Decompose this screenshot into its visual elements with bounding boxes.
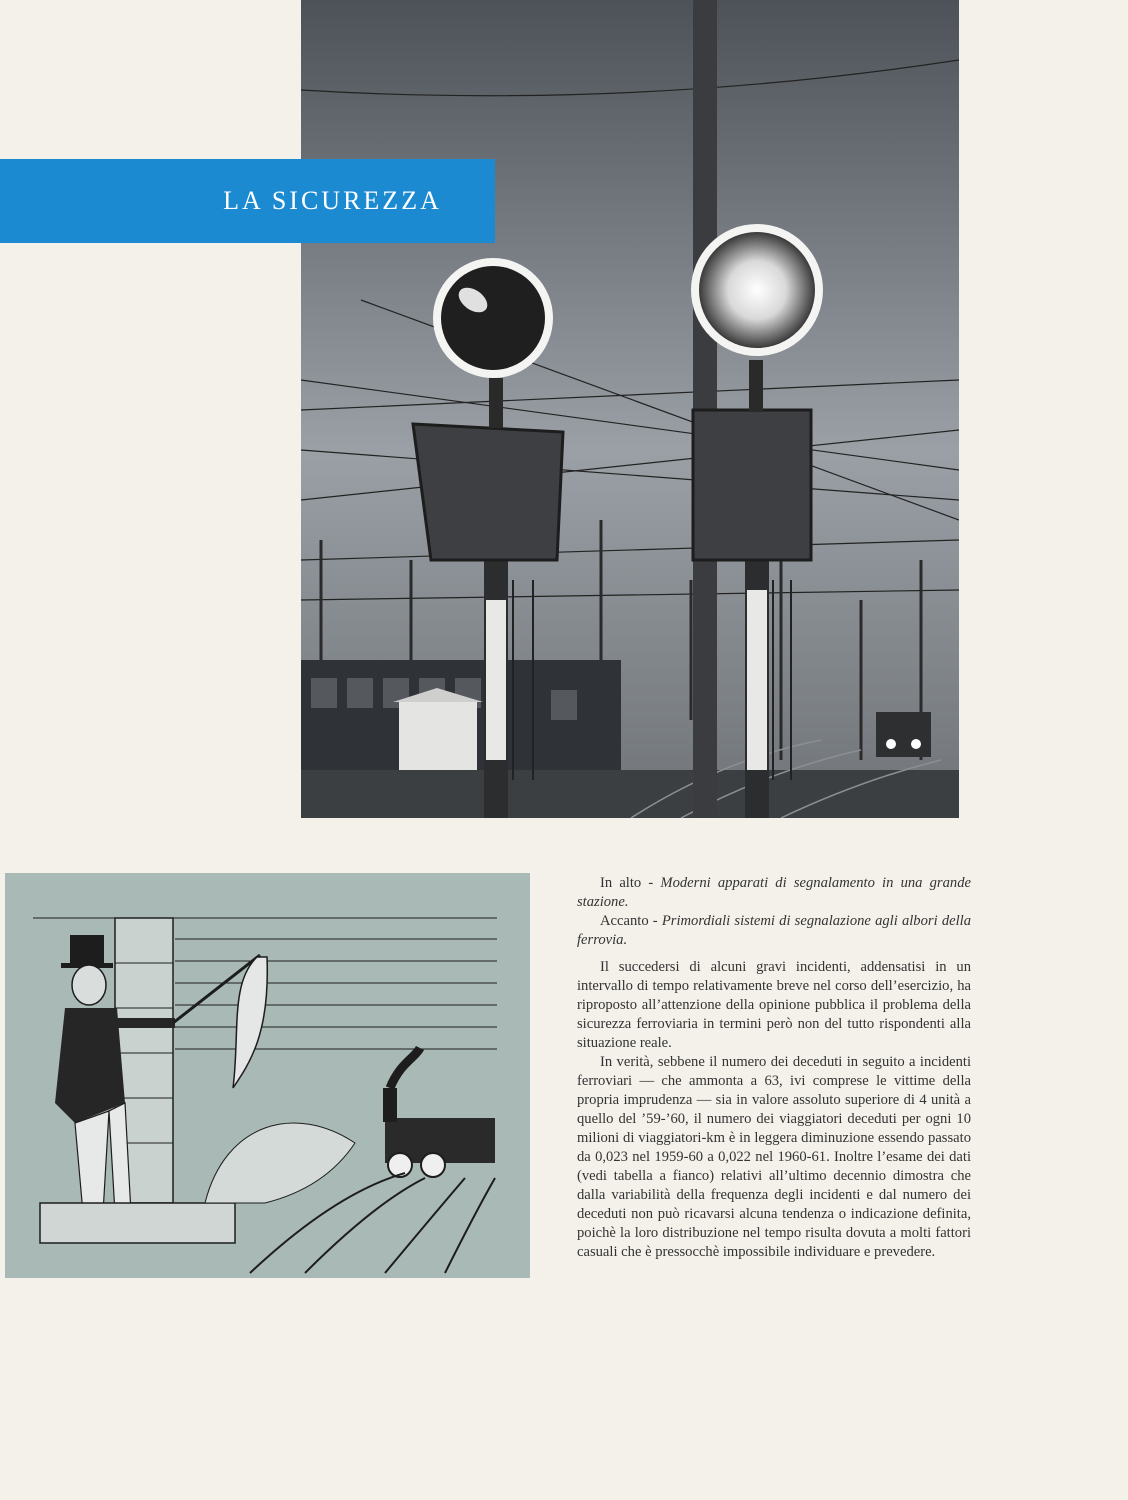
caption-top-prefix: In alto -	[600, 875, 661, 891]
caption-side-text: Primordiali sistemi di segnalazione agli albori della ferrovia.	[577, 913, 971, 948]
railway-signals-photo	[301, 0, 959, 818]
body-paragraph: In verità, sebbene il numero dei deceduti in seguito a incidenti ferroviari — che ammonta a 63, ivi comprese le vittime della propria imprudenza — sia in valore assoluto superiore di 4 unità a quello del ’59-’60, il numero dei viaggiatori deceduti per ogni 10 milioni di viaggiatori-km è in leggera diminuzione essendo passato da 0,023 nel 1959-60 a 0,022 nel 1960-61. Inoltre l’esame dei dati (vedi tabella a fianco) relativi all’ultimo decennio dimostra che dalla variabilità della frequenza degli incidenti e dal numero dei deceduti non può ricavarsi alcuna tendenza o indicazione definita, poichè la loro distribuzione nel tempo risulta dovuta a molti fattori casuali che è pressocchè impossibile individuare e prevedere.	[577, 1054, 971, 1260]
body-paragraph: Il succedersi di alcuni gravi incidenti, addensatisi in un intervallo di tempo relativamente breve nel corso dell’esercizio, ha riproposto all’attenzione della opinione pubblica il problema della sicurezza ferroviaria in termini però non del tutto rispondenti alla situazione reale.	[577, 959, 971, 1051]
caption-side-prefix: Accanto -	[600, 913, 662, 929]
railway-signals-illustration	[301, 0, 959, 818]
section-title-bar	[0, 159, 495, 243]
flagman-illustration	[5, 873, 530, 1278]
caption-side	[577, 912, 971, 950]
early-signalling-engraving	[5, 873, 530, 1278]
caption-top-text: Moderni apparati di segnalamento in una grande stazione.	[577, 875, 971, 910]
section-title: LA SICUREZZA	[223, 186, 442, 215]
caption-top	[577, 874, 971, 912]
article-text-column	[577, 874, 971, 1262]
